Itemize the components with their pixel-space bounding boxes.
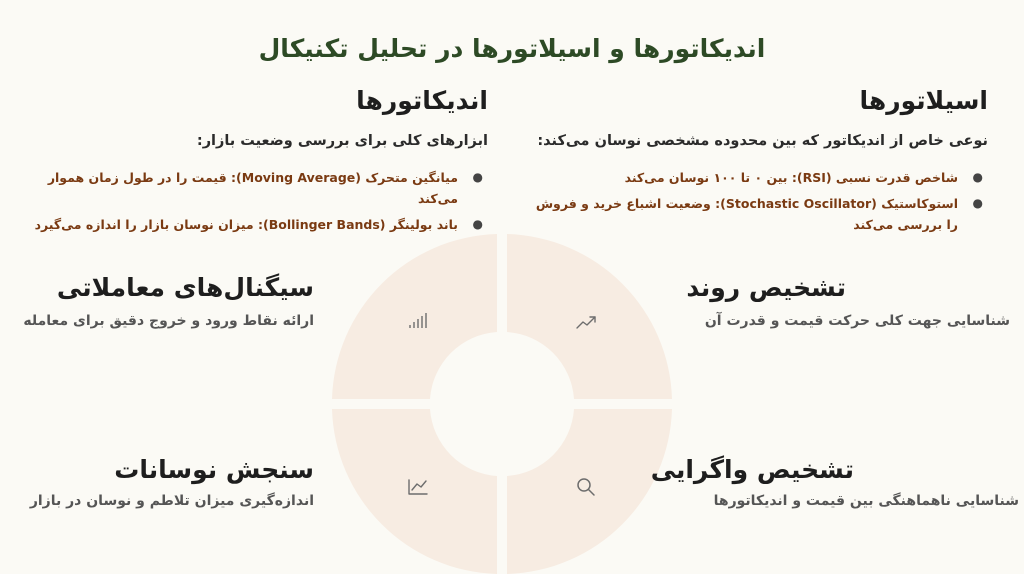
- wheel-segment-top-left: [332, 234, 497, 399]
- bullet-dot-icon: ●: [972, 170, 983, 184]
- wheel-segment-bottom-left: [332, 409, 497, 574]
- card-title-divergence: تشخیص واگرایی: [650, 455, 854, 484]
- indicators-heading: اندیکاتورها: [356, 86, 488, 115]
- list-item-text: استوکاستیک (Stochastic Oscillator): وضعیت اشباع خرید و فروش را بررسی می‌کند: [535, 196, 958, 232]
- bullet-dot-icon: ●: [472, 170, 483, 184]
- list-item: [533, 167, 988, 188]
- card-title-signals: سیگنال‌های معاملاتی: [56, 273, 314, 302]
- list-item-text: شاخص قدرت نسبی (RSI): بین ۰ تا ۱۰۰ نوسان می‌کند: [624, 170, 958, 185]
- card-desc-trend: شناسایی جهت کلی حرکت قیمت و قدرت آن: [704, 313, 1010, 329]
- card-desc-signals: ارائه نقاط ورود و خروج دقیق برای معامله: [23, 313, 314, 329]
- quadrant-wheel: [332, 234, 672, 574]
- card-title-trend: تشخیص روند: [686, 273, 846, 302]
- list-item: [533, 193, 988, 235]
- card-desc-divergence: شناسایی ناهماهنگی بین قیمت و اندیکاتورها: [713, 493, 1019, 509]
- bullet-dot-icon: ●: [972, 196, 983, 210]
- page-title: اندیکاتورها و اسیلاتورها در تحلیل تکنیکال: [258, 34, 766, 63]
- indicators-subtitle: ابزارهای کلی برای بررسی وضعیت بازار:: [196, 133, 488, 149]
- card-title-volatility: سنجش نوسانات: [114, 455, 314, 484]
- oscillators-subtitle: نوعی خاص از اندیکاتور که بین محدوده مشخصی نوسان می‌کند:: [537, 133, 988, 149]
- indicators-list: [18, 167, 488, 240]
- list-item-text: باند بولینگر (Bollinger Bands): میزان نوسان بازار را اندازه می‌گیرد: [34, 217, 458, 232]
- list-item: [18, 214, 488, 235]
- list-item-text: میانگین متحرک (Moving Average): قیمت را در طول زمان هموار می‌کند: [47, 170, 458, 206]
- card-desc-volatility: اندازه‌گیری میزان تلاطم و نوسان در بازار: [29, 493, 314, 509]
- oscillators-heading: اسیلاتورها: [859, 86, 988, 115]
- wheel-segment-top-right: [507, 234, 672, 399]
- bullet-dot-icon: ●: [472, 217, 483, 231]
- oscillators-list: [533, 167, 988, 240]
- list-item: [18, 167, 488, 209]
